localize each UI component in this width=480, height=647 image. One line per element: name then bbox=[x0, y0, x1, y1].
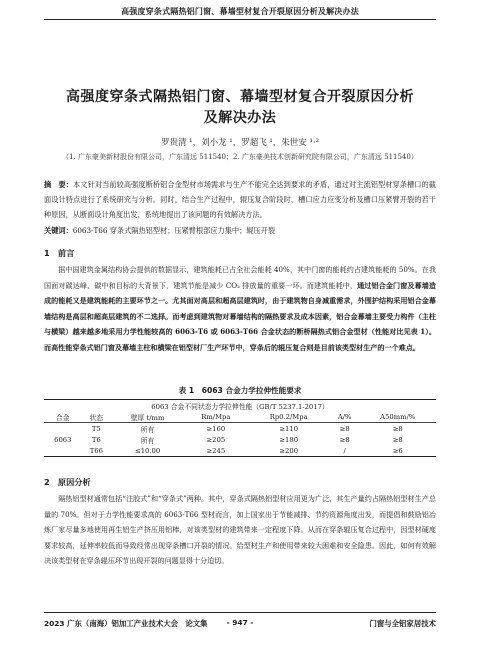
abstract-text: 本文针对当前较高强度断桥铝合金型材市场需求与生产不能完全达到要求的矛盾，通过对主流铝型材穿条槽口的截面设计特点进行了系统研究与分析。同时，结合生产过程中，辊压复合阶段时，槽口应力应变分析及槽口压紧臂开裂的若干种原因，从断面设计角度出发，系统地提出了该问题的有效解决方法。 bbox=[44, 180, 436, 219]
table-column-header: 状态 bbox=[82, 411, 112, 423]
footer-page-number: - 947 - bbox=[226, 618, 254, 627]
keywords-label: 关键词： bbox=[44, 226, 73, 235]
table-cell: / bbox=[330, 445, 360, 457]
table-cell: 6063 bbox=[54, 435, 72, 444]
table-cell: 所有 bbox=[140, 425, 155, 434]
abstract-label: 摘 要： bbox=[44, 180, 74, 189]
table-cell: ≥245 bbox=[184, 445, 247, 457]
intro-emphasis-text: 通过铝合金门窗及幕墙造成的能耗又是建筑能耗的主要环节之一。尤其面对高层和超高层建筑时，由于建筑物自身减重需求，外围护结构采用铝合金幕墙结构是高层和超高层建筑的不二选择。而考虑到建筑物对幕墙结构的隔热要求及成本因素，铝合金幕墙主要受力构件（主柱与横梁）越来越多地采用力学性能较高的 6063-T6 或 6063-T66 合金状态的断桥隔热式铝合金型材（性能对比见表 1）。而高性能穿条式铝门窗及幕墙主柱和横梁在铝型材厂生产环节中，穿条后的辊压复合则是目前该类型材生产的一个难点。 bbox=[44, 280, 437, 352]
table-cell bbox=[44, 445, 82, 457]
paper-title-line-1: 高强度穿条式隔热铝门窗、幕墙型材复合开裂原因分析 bbox=[66, 89, 414, 105]
table-span-header-row bbox=[44, 400, 436, 412]
table-cell: T6 bbox=[91, 435, 101, 444]
table-cell: ≥8 bbox=[392, 424, 403, 433]
table-header-row bbox=[44, 411, 436, 423]
abstract bbox=[44, 177, 436, 222]
table-cell: ≥205 bbox=[206, 435, 226, 444]
table-column-header: 合金 bbox=[44, 411, 82, 423]
table-1-caption: 表 1 6063 合金力学拉伸性能要求 bbox=[178, 386, 302, 395]
table-column-header: 壁厚 t/mm bbox=[111, 411, 184, 423]
keywords-text: 6063-T66 穿条式隔热铝型材；压紧臂根部应力集中；辊压开裂 bbox=[72, 226, 276, 235]
table-cell: ≥180 bbox=[279, 435, 299, 444]
table-row bbox=[44, 434, 436, 445]
table-column-header: A/% bbox=[330, 411, 360, 423]
table-1 bbox=[44, 399, 436, 457]
table-cell: ≥6 bbox=[360, 445, 436, 457]
table-column-header: Rp0.2/Mpa bbox=[248, 411, 330, 423]
table-cell: ≥8 bbox=[392, 435, 403, 444]
intro-text: 据中国建筑金属结构协会提供的数据显示，建筑能耗已占全社会能耗 40%，其中门窗的能耗约占建筑能耗的 50%。在我国面对碳达峰、碳中和目标的大背景下，建筑节能是减少 CO₂ 排放量的重要一环。而建筑能耗中， bbox=[44, 265, 436, 290]
table-cell: T66 bbox=[82, 445, 112, 457]
table-cell: ≥160 bbox=[206, 424, 226, 433]
table-span-header: 6063 合金不同状态力学拉伸性能（GB/T 5237.1-2017） bbox=[44, 400, 436, 412]
table-column-header: A50mm/% bbox=[360, 411, 436, 423]
table-cell: T5 bbox=[91, 424, 101, 433]
table-row bbox=[44, 423, 436, 435]
footer-rule bbox=[44, 612, 436, 613]
section-2-heading: 2 原因分析 bbox=[44, 477, 91, 487]
paper-title-line-2: 及解决办法 bbox=[203, 110, 277, 126]
table-cell: ≥200 bbox=[248, 445, 330, 457]
section-1-heading: 1 前言 bbox=[44, 248, 75, 258]
section-1-paragraph bbox=[44, 262, 436, 356]
table-cell: ≥8 bbox=[339, 435, 350, 444]
keywords bbox=[44, 223, 436, 238]
table-cell: ≤10.00 bbox=[111, 445, 184, 457]
header-rule bbox=[44, 19, 436, 20]
table-cell: 所有 bbox=[140, 436, 155, 445]
table-cell: ≥110 bbox=[279, 424, 299, 433]
table-cell: ≥8 bbox=[339, 424, 350, 433]
footer-conference: 2023 广东（南海）铝加工产业技术大会 论文集 bbox=[44, 619, 208, 628]
section-2-paragraph: 隔热铝型材通常包括“注胶式”和“穿条式”两种。其中，穿条式隔热铝型材应用更为广泛，其生产量约占隔热铝型材生产总量的 70%。但对于力学性能要求高的 6063-T66 型材而言，加上国家出于节能减排、节约资源角度出发，而提倡和鼓励铝冶炼厂家尽量多地使用再生铝生产挤压用铝棒，对该类型材的建筑带来一定程度下降。从而在穿条辊压复合过程中，因型材硬度要求较高，延伸率较低而导致经常出现穿条槽口开裂的情况。给型材生产和使用带来较大困难和安全隐患。因此，如何有效解决该类型材在穿条辊压环节出现开裂的问题显得十分迫切。 bbox=[44, 494, 436, 566]
running-head: 高强度穿条式隔热铝门窗、幕墙型材复合开裂原因分析及解决办法 bbox=[121, 7, 359, 16]
authors: 罗贵清 ¹，刘小龙 ¹，罗超飞 ¹，朱世安 ¹·² bbox=[160, 138, 320, 148]
table-column-header: Rm/Mpa bbox=[184, 411, 247, 423]
footer-section-label: 门窗与全铝家居技术 bbox=[369, 619, 436, 628]
affiliation: （1. 广东豪美新材股份有限公司，广东清远 511540；2. 广东豪美技术创新研究院有限公司，广东清远 511540） bbox=[62, 153, 418, 161]
table-row bbox=[44, 445, 436, 457]
table-cell bbox=[44, 423, 82, 435]
